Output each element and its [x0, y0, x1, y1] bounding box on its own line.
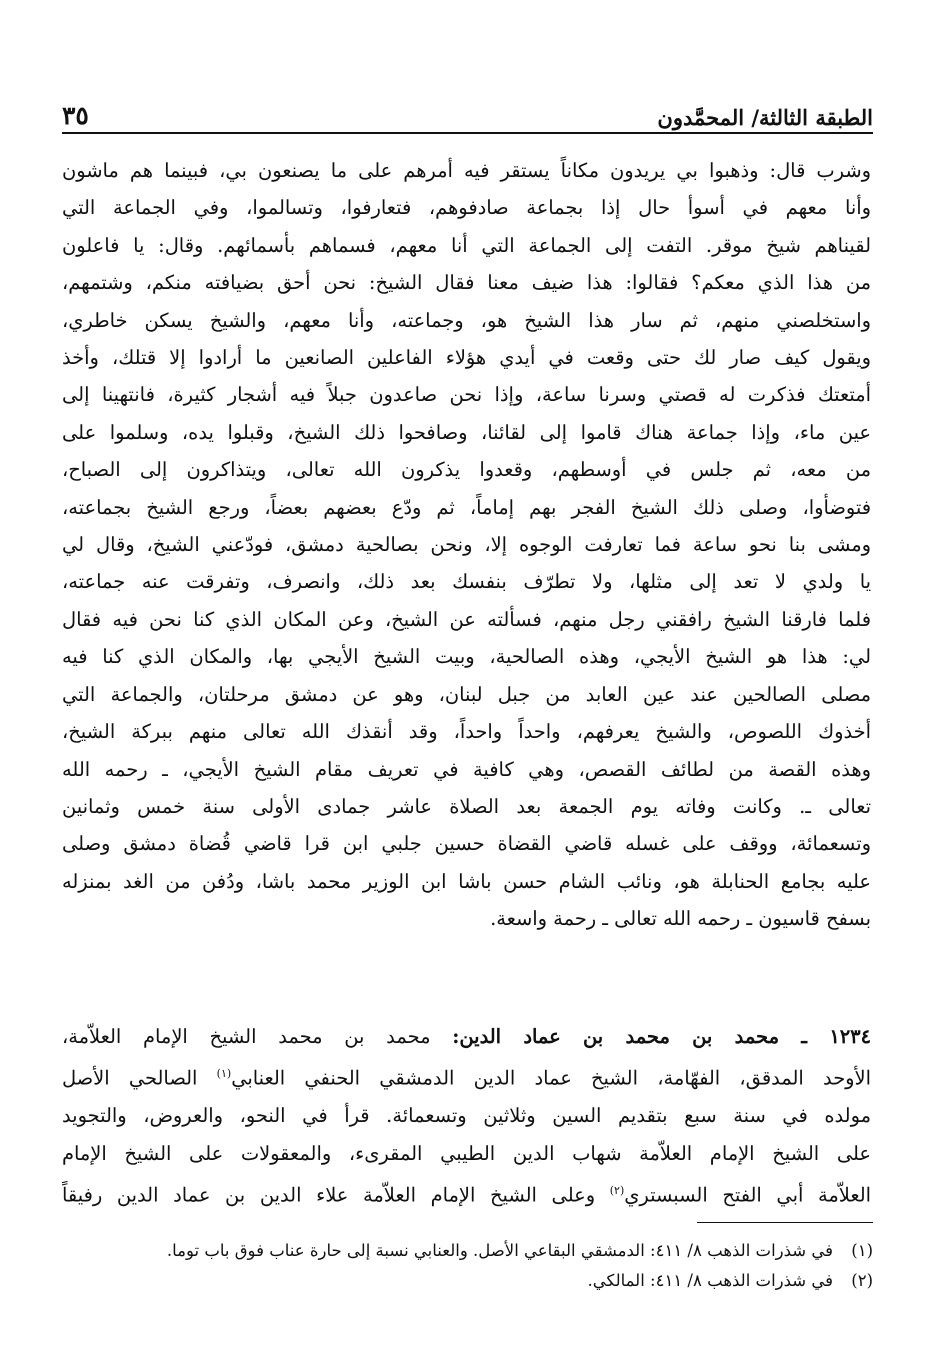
text-line: تعالى ـ. وكانت وفاته يوم الجمعة بعد الصلاة عاشر جمادى الأولى سنة خمس وثمانين — [62, 794, 871, 818]
text-line: يا ولدي لا تعد إلى مثلها، ولا تطرّف بنفسك بعد ذلك، وانصرف، وتفرقت عنه جماعته، — [62, 570, 871, 594]
text-line: ويقول كيف صار لك حتى وقعت في أيدي هؤلاء الفاعلين الصانعين ما أرادوا إلا قتلك، وأخذ — [62, 346, 871, 370]
footnote — [62, 1236, 873, 1266]
text-line: لقيناهم شيخ موقر. التفت إلى الجماعة التي أنا معهم، فسماهم بأسمائهم. وقال: يا فاعلون — [62, 233, 871, 257]
entry-heading: ١٢٣٤ ـ محمد بن محمد بن عماد الدين: — [452, 1025, 871, 1048]
footnote-number: (١) — [851, 1241, 873, 1260]
text-line: فلما فارقنا الشيخ رافقني رجل منهم، فسألته عن الشيخ، وعن المكان الذي كنا نحن فيه فقال — [62, 607, 871, 631]
text-line: وهذه القصة من لطائف القصص، وهي كافية في تعريف مقام الشيخ الأيجي، ـ رحمه الله — [62, 757, 871, 781]
text-line: واستخلصني منهم، ثم سار هذا الشيخ هو، وجماعته، وأنا معهم، والشيخ يسكن خاطري، — [62, 308, 871, 332]
text-line: من هذا الذي معكم؟ فقالوا: هذا ضيف معنا فقال الشيخ: نحن أحق بضيافته منكم، وشتمهم، — [62, 271, 871, 295]
entry-first-line — [62, 1018, 871, 1055]
text-line: وعلى الشيخ الإمام العلاّمة علاء الدين بن عماد الدين رفيقاً — [62, 1183, 596, 1207]
text-line: محمد بن محمد الشيخ الإمام العلاّمة، — [62, 1025, 431, 1048]
footnote — [62, 1266, 873, 1296]
text-line: مولده في سنة سبع بتقديم السين وثلاثين وتسعمائة. قرأ في النحو، والعروض، والتجويد — [62, 1104, 871, 1128]
header-rule — [62, 132, 873, 134]
text-line: على الشيخ الإمام العلاّمة شهاب الدين الطيبي المقرىء، والمعقولات على الشيخ الإمام — [62, 1141, 871, 1165]
text-line: ومشى بنا نحو ساعة فما تعارفت الوجوه إلا، ونحن بصالحية دمشق، فودّعني الشيخ، وقال لي — [62, 533, 871, 557]
entry-line-with-ref — [62, 1172, 871, 1214]
footnote-text: في شذرات الذهب ٨/ ٤١١: المالكي. — [587, 1271, 833, 1290]
text-line: مصلى الصالحين عند عين العابد من جبل لبنان، وهو عن دمشق مرحلتان، والجماعة التي — [62, 682, 871, 706]
page-number: ٣٥ — [62, 101, 89, 130]
biography-entry — [62, 1018, 871, 1214]
text-line: عين ماء، وإذا جماعة هناك قاموا إلى لقائنا، وصافحوا ذلك الشيخ، وقبلوا يده، وسلموا على — [62, 420, 871, 444]
footnote-number: (٢) — [851, 1271, 873, 1290]
text-line: لي: هذا هو الشيخ الأيجي، وهذه الصالحية، وبيت الشيخ الأيجي بها، والمكان الذي كنا فيه — [62, 645, 871, 669]
text-line: وشرب قال: وذهبوا بي يريدون مكاناً يستقر فيه أمرهم على ما يصنعون بي، فبينما هم ماشون — [62, 159, 871, 182]
text-line: الأوحد المدقق، الفهّامة، الشيخ عماد الدين الدمشقي الحنفي العنابي — [231, 1066, 871, 1090]
footnote-ref[interactable]: (١) — [216, 1067, 232, 1081]
text-line: عليه بجامع الحنابلة هو، ونائب الشام حسن باشا ابن الوزير محمد باشا، ودُفن من الغد بمنزله — [62, 869, 871, 893]
text-line: بسفح قاسيون ـ رحمه الله تعالى ـ رحمة واسعة. — [490, 907, 871, 931]
text-line: وأنا معهم في أسوأ حال إذا بجماعة صادفوهم، فتعارفوا، وتسالموا، وفي الجماعة التي — [62, 196, 871, 220]
text-line: وتسعمائة، ووقف على غسله قاضي القضاة حسين جلبي ابن قرا قاضي قُضاة دمشق وصلى — [62, 832, 871, 856]
text-line: الصالحي الأصل — [62, 1066, 198, 1090]
body-text — [62, 152, 871, 938]
text-line: العلاّمة أبي الفتح السبستري — [624, 1183, 871, 1207]
text-line: من معه، ثم جلس في أوسطهم، وقعدوا يذكرون الله تعالى، ويتذاكرون إلى الصباح، — [62, 458, 871, 482]
footnotes — [62, 1236, 873, 1296]
footnote-ref[interactable]: (٢) — [609, 1184, 625, 1198]
footnote-text: في شذرات الذهب ٨/ ٤١١: الدمشقي البقاعي الأصل. والعنابي نسبة إلى حارة عناب فوق باب توما. — [166, 1241, 833, 1260]
entry-line-with-ref — [62, 1055, 871, 1097]
footnote-rule — [697, 1222, 873, 1223]
text-line: أمتعتك فذكرت له قصتي وسرنا ساعة، وإذا نحن صاعدون جبلاً فيه أشجار كثيرة، فانتهينا إلى — [62, 383, 871, 407]
text-line: فتوضأوا، وصلى ذلك الشيخ الفجر بهم إماماً، ثم ودّع بعضهم بعضاً، ورجع الشيخ بجماعته، — [62, 495, 871, 519]
text-line: أخذوك اللصوص، والشيخ يعرفهم، واحداً واحداً، وقد أنقذك الله تعالى منهم ببركة الشيخ، — [62, 720, 871, 744]
running-title: الطبقة الثالثة/ المحمَّدون — [657, 105, 873, 130]
page-header — [62, 86, 873, 130]
